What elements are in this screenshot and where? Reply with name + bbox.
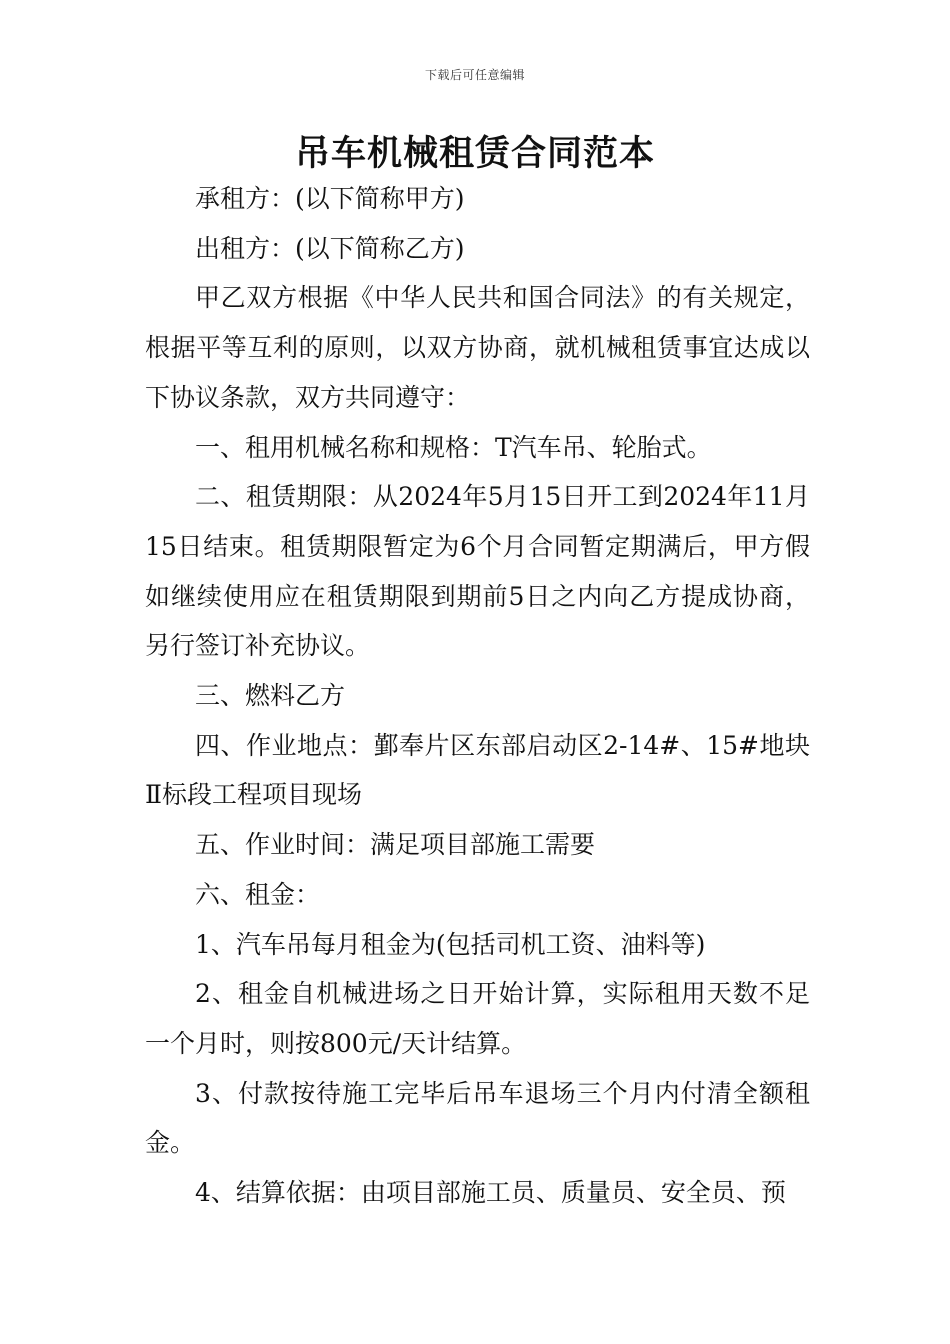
page-title: 吊车机械租赁合同范本 xyxy=(294,134,655,174)
paragraph-preamble: 甲乙双方根据《中华人民共和国合同法》的有关规定，根据平等互利的原则，以双方协商，就机械租赁事宜达成以下协议条款，双方共同遵守： xyxy=(145,283,810,412)
paragraph-clause-2: 二、租赁期限：从2024年5月15日开工到2024年11月15日结束。租赁期限暂定为6个月合同暂定期满后，甲方假如继续使用应在租赁期限到期前5日之内向乙方提成协商，另行签订补充协议。 xyxy=(145,482,810,661)
paragraph-rent-2: 2、租金自机械进场之日开始计算，实际租用天数不足一个月时，则按800元/天计结算。 xyxy=(145,979,810,1058)
paragraph-clause-1: 一、租用机械名称和规格：T汽车吊、轮胎式。 xyxy=(195,432,712,462)
paragraph-clause-5: 五、作业时间：满足项目部施工需要 xyxy=(195,830,596,860)
paragraph-clause-6: 六、租金： xyxy=(195,879,321,909)
paragraph-rent-4: 4、结算依据：由项目部施工员、质量员、安全员、预 xyxy=(195,1178,786,1208)
paragraph-rent-3: 3、付款按待施工完毕后吊车退场三个月内付清全额租金。 xyxy=(145,1078,810,1158)
paragraph-clause-4: 四、作业地点：鄞奉片区东部启动区2-14#、15#地块Ⅱ标段工程项目现场 xyxy=(145,730,810,810)
paragraph-lessee: 承租方：(以下简称甲方) xyxy=(195,184,465,213)
contract-body xyxy=(145,174,810,1218)
paragraph-clause-3: 三、燃料乙方 xyxy=(195,681,346,711)
header-note: 下载后可任意编辑 xyxy=(424,68,525,82)
paragraph-lessor: 出租方：(以下简称乙方) xyxy=(195,233,465,263)
paragraph-rent-1: 1、汽车吊每月租金为(包括司机工资、油料等) xyxy=(195,929,706,959)
